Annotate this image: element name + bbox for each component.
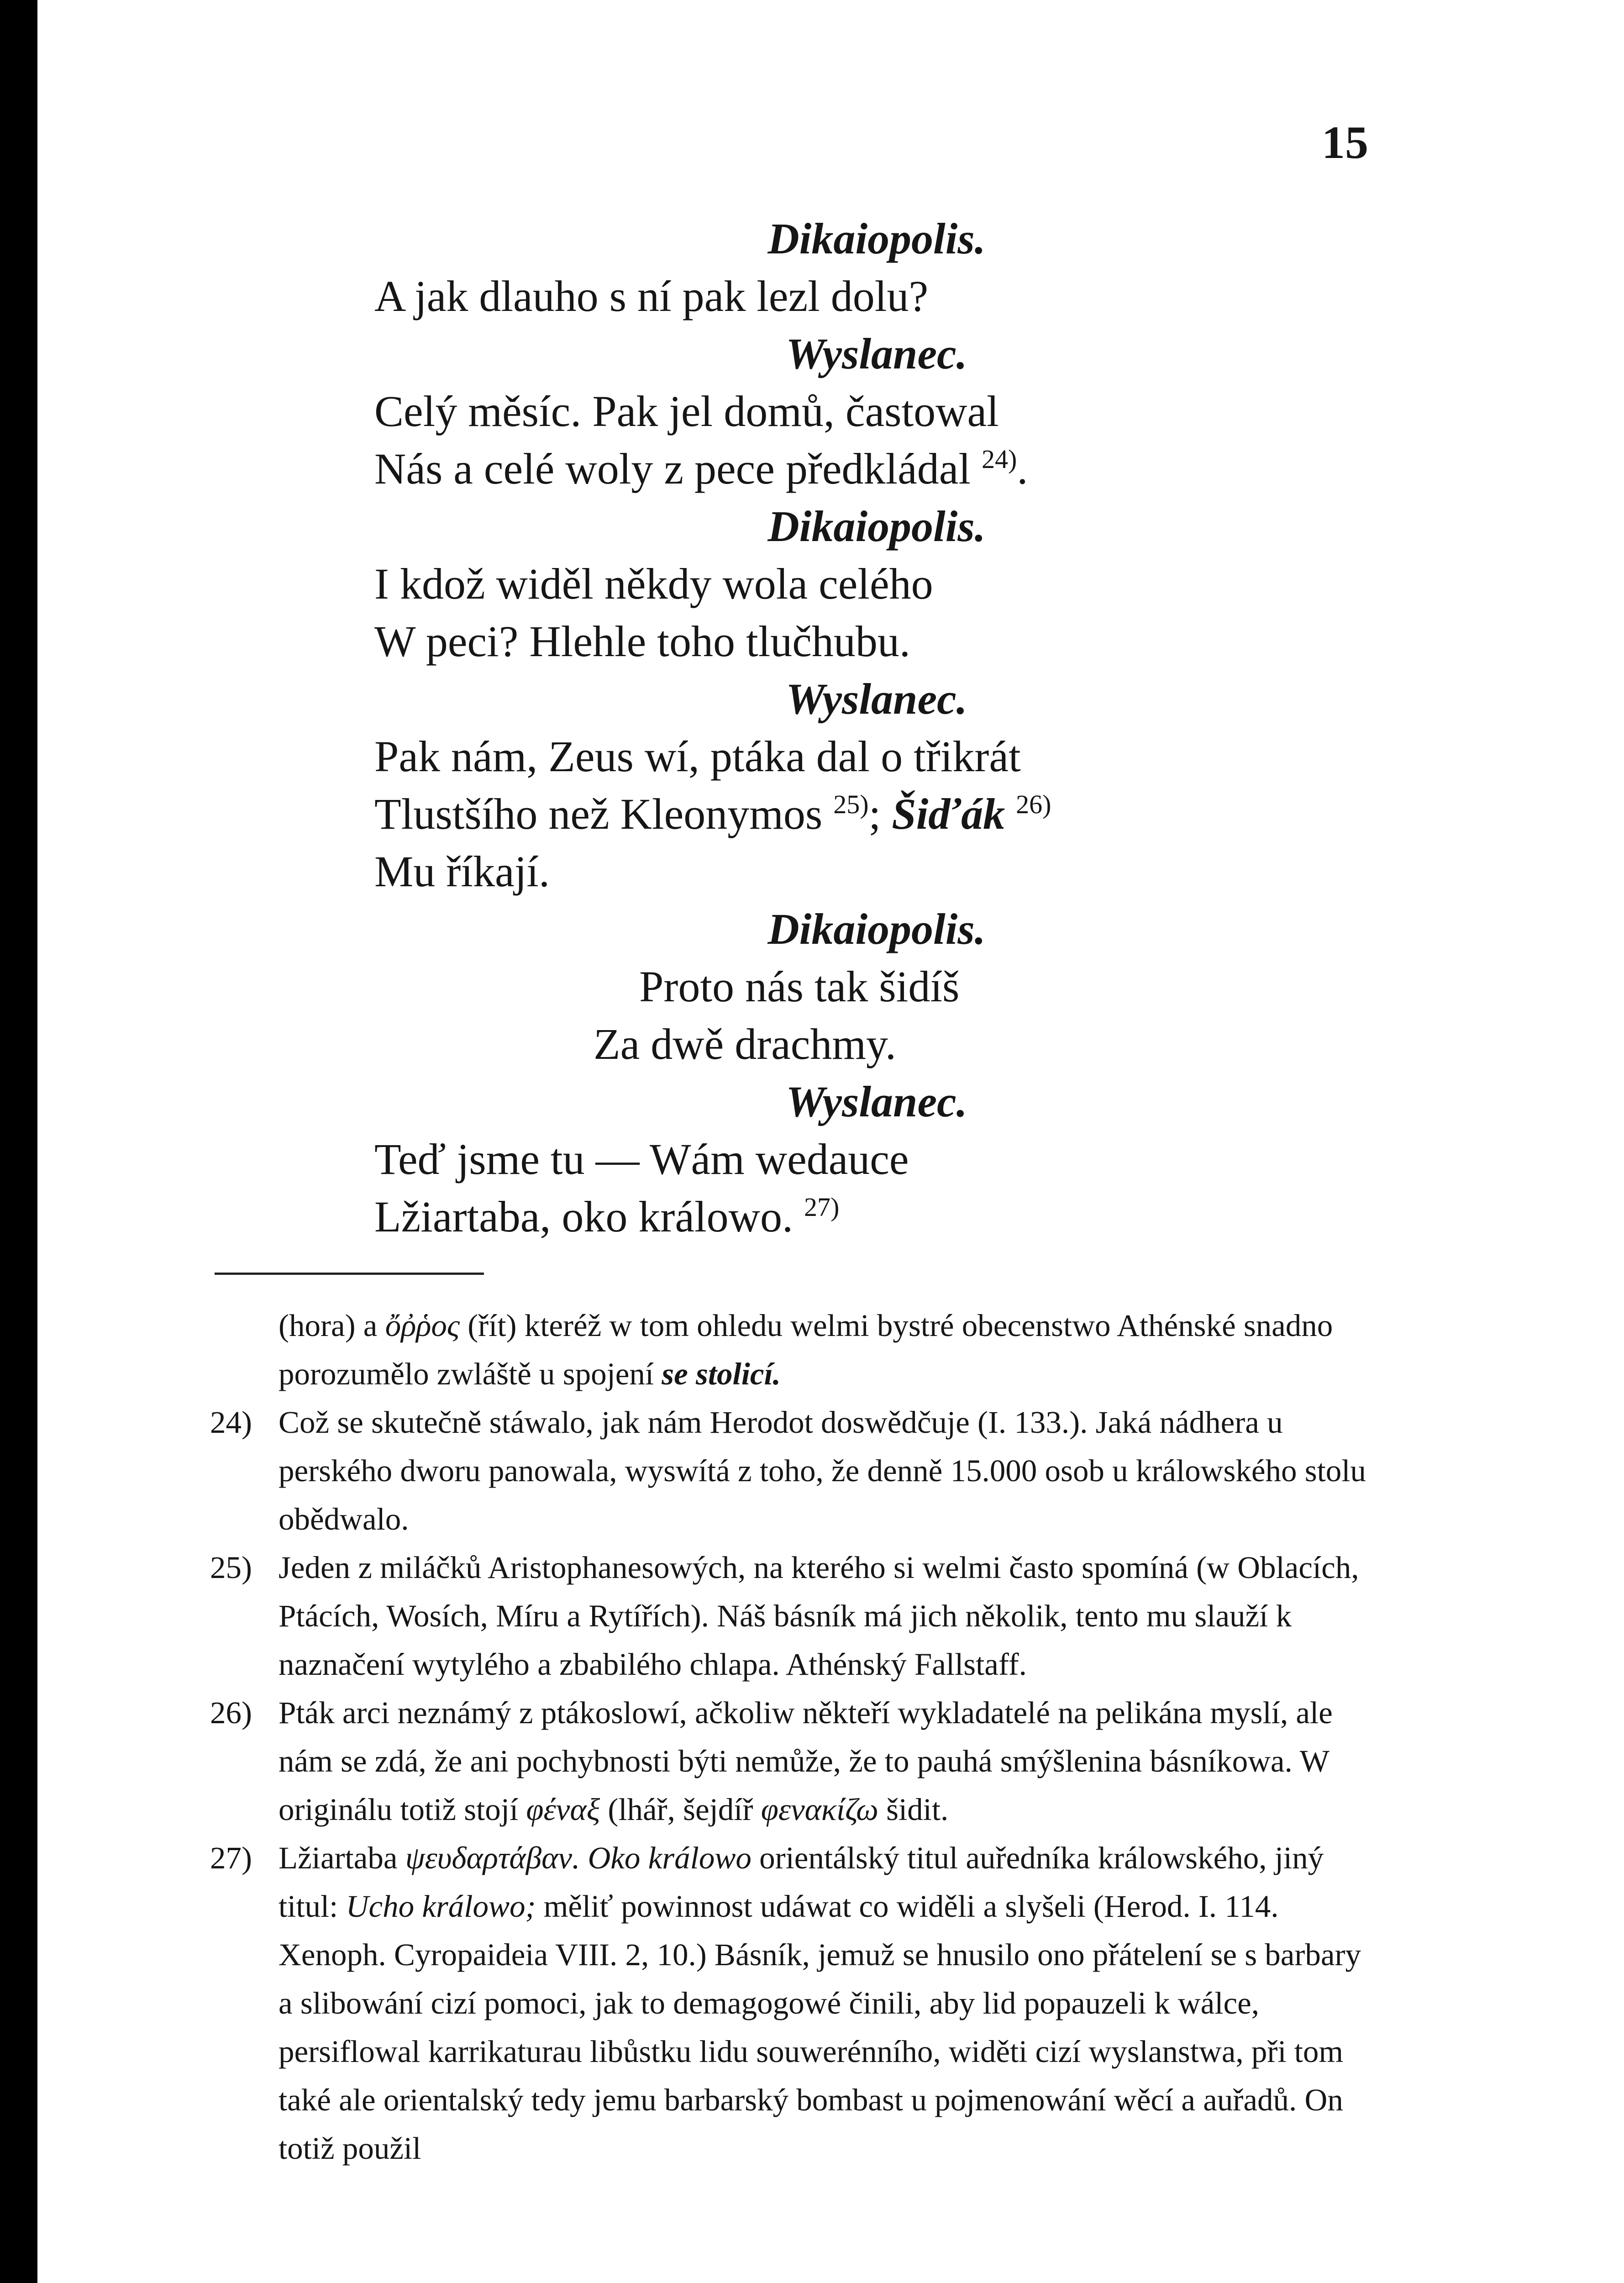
verse-line: W peci? Hlehle toho tlučhubu.	[374, 617, 910, 666]
footnote-number: 24)	[210, 1405, 252, 1440]
footnote-fragment: (lhář, šejdíř	[600, 1792, 761, 1827]
footnote-number: 25)	[210, 1550, 252, 1585]
speaker-wyslanec: Wyslanec.	[786, 1077, 967, 1126]
footnote-ref-26[interactable]: 26)	[1016, 789, 1051, 819]
footnote-fragment: měliť powinnost udáwat co widěli a slyšeli (Herod. I. 114. Xenoph. Cyropaideia VIII. 2, 10.) Básník, jemuž se hnusilo ono přátelení se s barbary a slibowání cizí pomoci, jak to demagogowé činili, aby lid popauzeli k wálce, persiflowal karrikaturau libůstku lidu souwerénního, widěti cizí wyslanstwa, při tom také ale orientalský tedy jemu barbarský bombast u pojmenowání wěcí a auřadů. On totiž použil	[279, 1889, 1361, 2166]
verse-text: ;	[868, 789, 892, 838]
verse-block	[374, 210, 1379, 1246]
verse-line: Mu říkají.	[374, 847, 550, 896]
verse-line: Celý měsíc. Pak jel domů, častowal	[374, 387, 999, 436]
verse-line	[374, 1188, 1379, 1246]
verse-line: Teď jsme tu — Wám wedauce	[374, 1135, 909, 1184]
binding-edge	[0, 0, 37, 2283]
footnote-text	[279, 1834, 1370, 2173]
speaker-dikaiopolis: Dikaiopolis.	[767, 905, 986, 953]
verse-text: Nás a celé woly z pece předkládal	[374, 444, 971, 493]
footnotes	[210, 1301, 1370, 2173]
footnote-text	[279, 1689, 1370, 1834]
footnote-number: 27)	[210, 1841, 252, 1875]
footnote-text: Jeden z miláčků Aristophanesowých, na kterého si welmi často spomíná (w Oblacích, Ptácích, Wosích, Míru a Rytířích). Náš básník má jich několik, tento mu slauží k naznačení wytylého a zbabilého chlapa. Athénský Fallstaff.	[279, 1550, 1359, 1682]
footnote-27	[210, 1834, 1370, 2173]
verse-line	[374, 785, 1379, 843]
speaker-dikaiopolis: Dikaiopolis.	[767, 214, 986, 263]
verse-line	[374, 440, 1379, 498]
verse-text: Lžiartaba, oko králowo.	[374, 1192, 793, 1241]
footnote-fragment: Lžiartaba	[279, 1841, 405, 1875]
footnote-ref-25[interactable]: 25)	[833, 789, 869, 819]
emphasis-sidak: Šiďák	[892, 789, 1005, 838]
speaker-wyslanec: Wyslanec.	[786, 674, 967, 723]
emphasis: Oko králowo	[588, 1841, 752, 1875]
footnote-ref-24[interactable]: 24)	[981, 444, 1017, 474]
period: .	[1017, 444, 1028, 493]
emphasis: se stolicí.	[662, 1357, 781, 1391]
verse-line: Za dwě drachmy.	[594, 1020, 896, 1068]
greek-word: φενακίζω	[761, 1792, 878, 1827]
emphasis: Ucho králowo;	[346, 1889, 536, 1924]
footnote-fragment	[580, 1841, 588, 1875]
footnote-fragment: šidit.	[878, 1792, 949, 1827]
footnote-fragment: (hora) a	[279, 1308, 385, 1343]
footnote-fragment: orientálský titul auředníka králowského, jiný titul:	[279, 1841, 1324, 1924]
footnote-25	[210, 1543, 1370, 1689]
greek-word: φέναξ	[526, 1792, 600, 1827]
footnote-ref-27[interactable]: 27)	[804, 1192, 840, 1222]
footnote-fragment: Pták arci neznámý z ptákoslowí, ačkoliw někteří wykladatelé na pelikána myslí, ale nám se zdá, že ani pochybnosti býti nemůže, že to pauhá smýšlenina básníkowa. W originálu totiž stojí	[279, 1695, 1333, 1827]
footnote-24	[210, 1398, 1370, 1543]
verse-line: A jak dlauho s ní pak lezl dolu?	[374, 272, 929, 321]
footnote-text: Což se skutečně stáwalo, jak nám Herodot doswědčuje (I. 133.). Jaká nádhera u perského dworu panowala, wyswítá z toho, že denně 15.000 osob u králowského stolu obědwalo.	[279, 1405, 1366, 1536]
greek-word: ψευδαρτάβαν.	[405, 1841, 580, 1875]
footnote-fragment: (řít) kteréž w tom ohledu welmi bystré obecenstwo Athénské snadno porozumělo zwláště u spojení	[279, 1308, 1333, 1391]
footnote-number: 26)	[210, 1695, 252, 1730]
greek-word: ὄῤῥος	[385, 1308, 460, 1343]
verse-text: Tlustšího než Kleonymos	[374, 789, 823, 838]
footnote-continuation	[210, 1301, 1370, 1398]
speaker-wyslanec: Wyslanec.	[786, 329, 967, 378]
speaker-dikaiopolis: Dikaiopolis.	[767, 502, 986, 551]
verse-line: Proto nás tak šidíš	[639, 962, 960, 1011]
footnote-text	[279, 1301, 1370, 1398]
verse-line: I kdož widěl někdy wola celého	[374, 559, 933, 608]
page-number: 15	[1322, 117, 1368, 168]
verse-line: Pak nám, Zeus wí, ptáka dal o třikrát	[374, 732, 1021, 781]
footnote-divider	[215, 1273, 484, 1275]
footnote-26	[210, 1689, 1370, 1834]
